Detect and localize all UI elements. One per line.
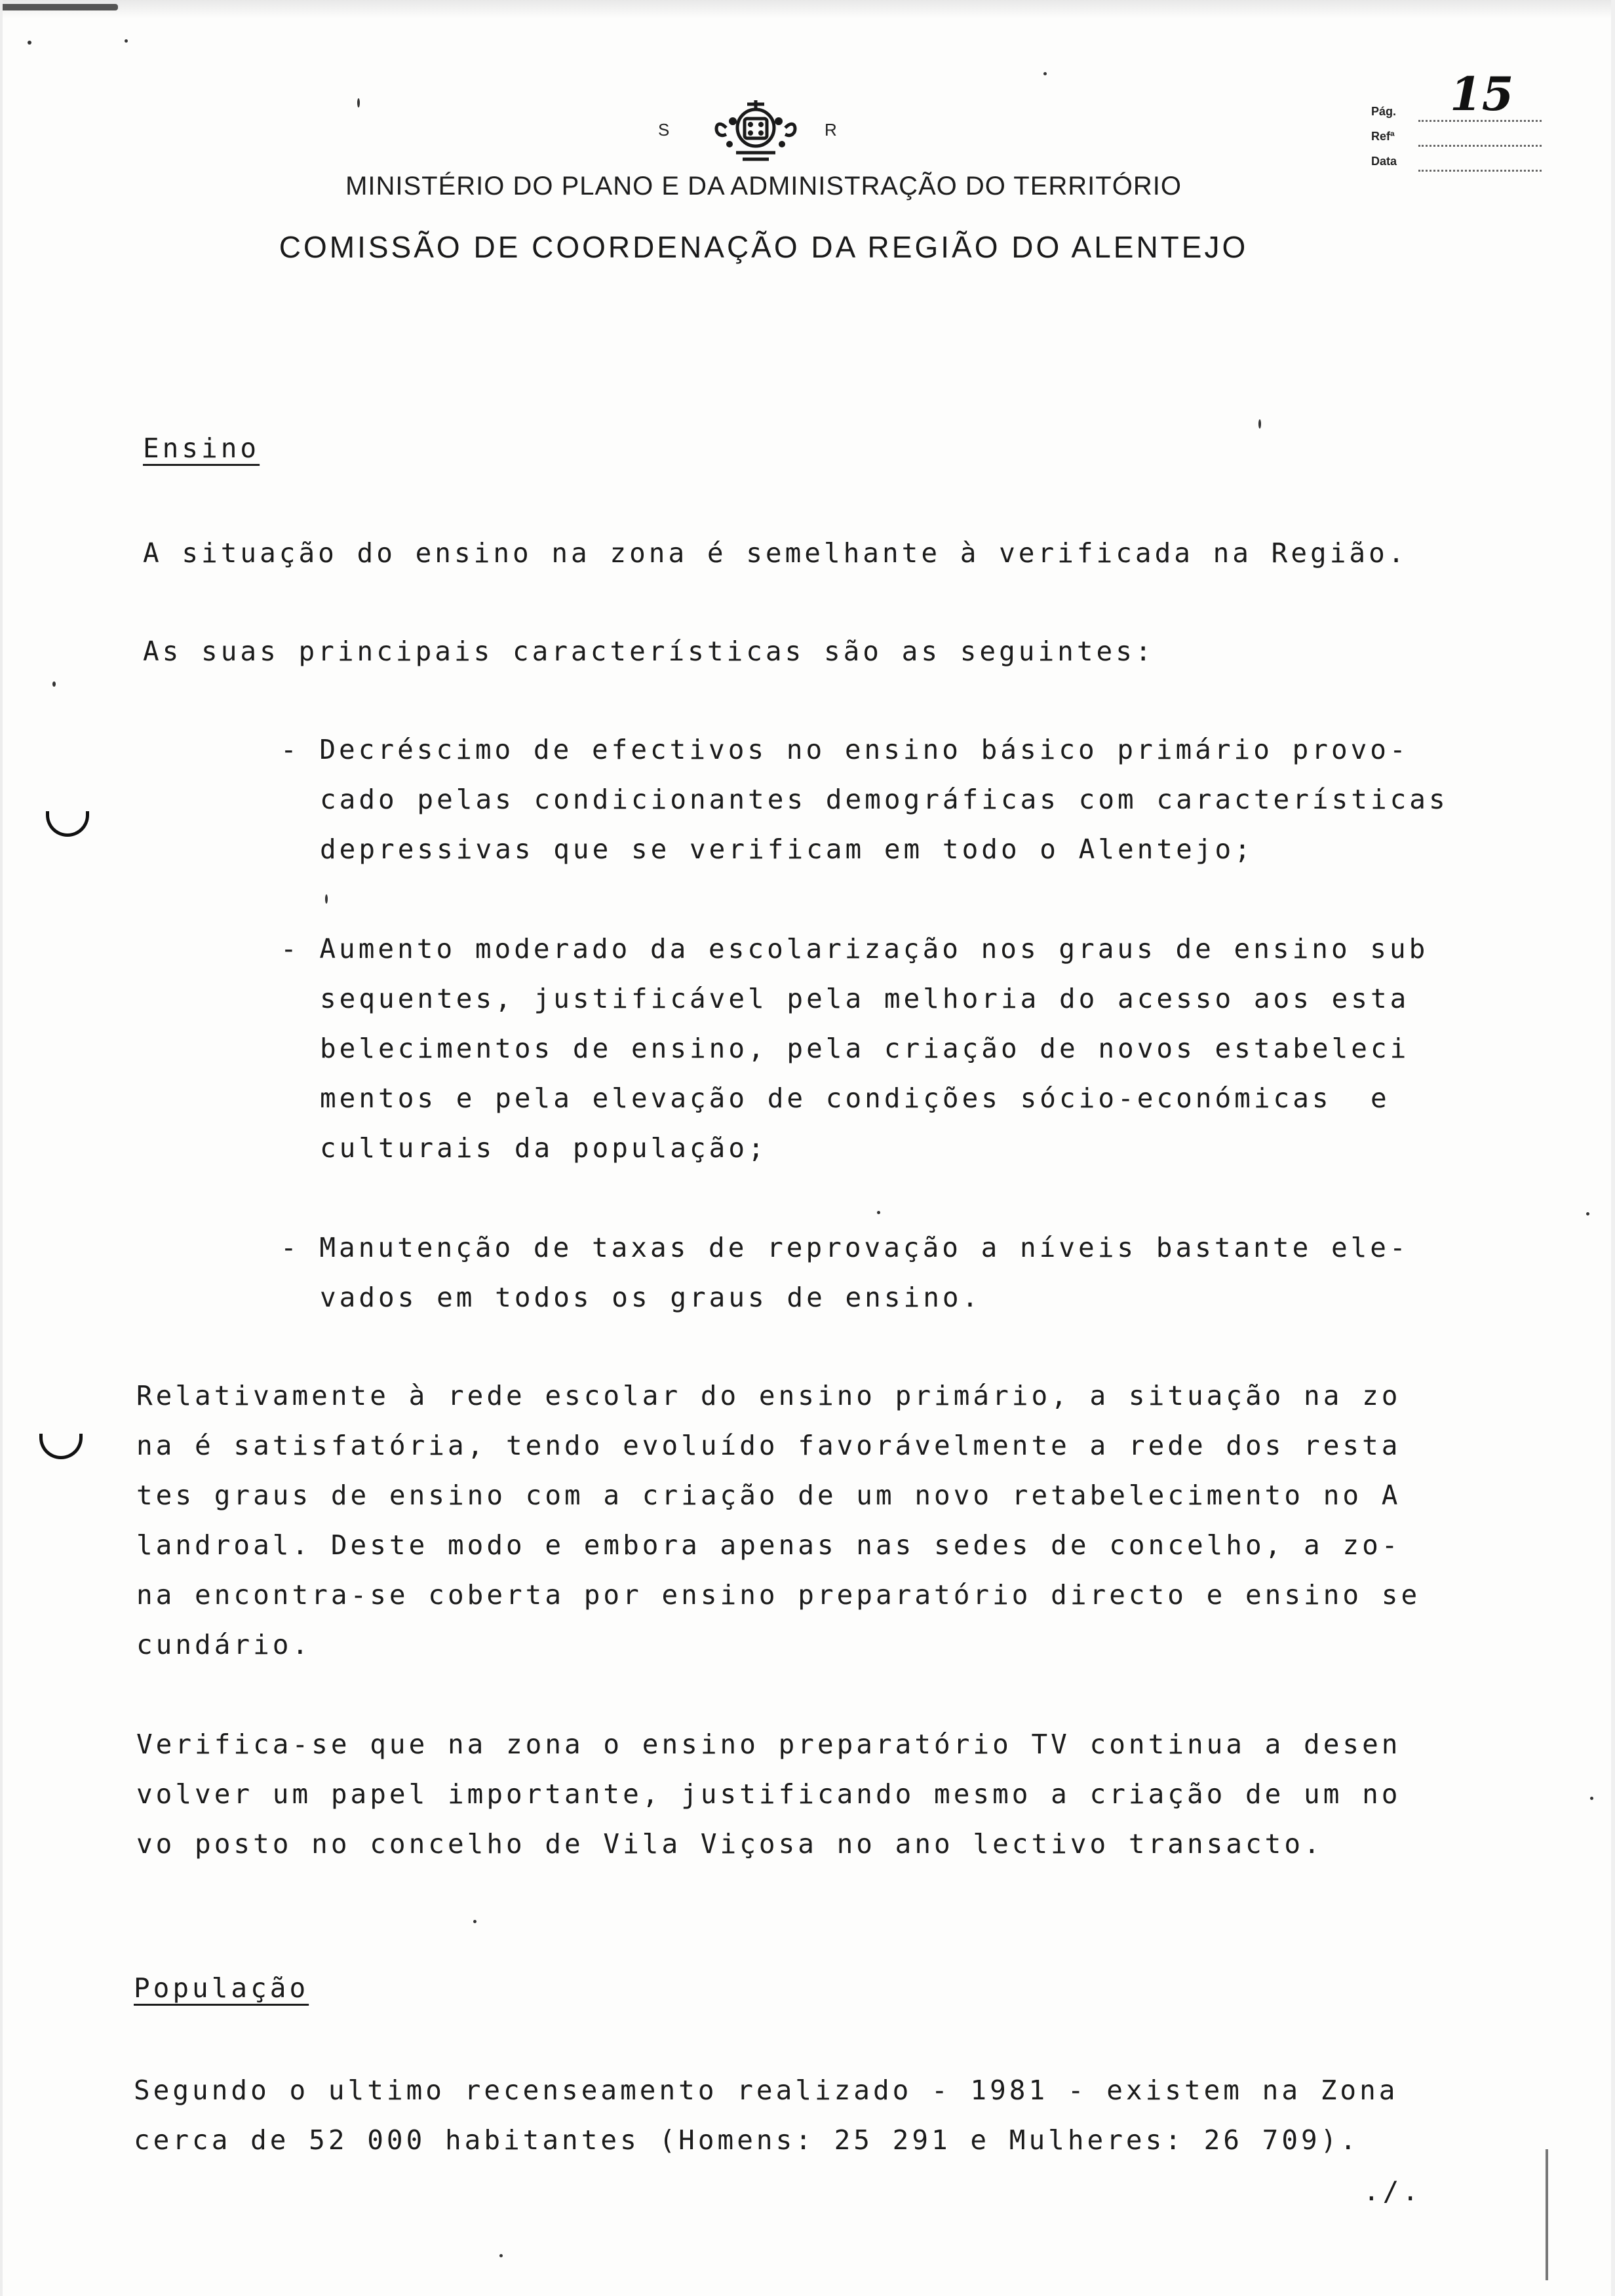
- section-heading-ensino: Ensino: [143, 432, 260, 464]
- bullet-line: - Decréscimo de efectivos no ensino básico primário provo-: [281, 734, 1409, 765]
- section-heading-populacao: População: [134, 1972, 309, 2004]
- paragraph-line: Segundo o ultimo recenseamento realizado - 1981 - existem na Zona: [134, 2075, 1399, 2106]
- speck: [1258, 419, 1261, 429]
- meta-date-row: [1371, 155, 1542, 180]
- speck: [1586, 1212, 1589, 1215]
- ministry-title: MINISTÉRIO DO PLANO E DA ADMINISTRAÇÃO DO TERRITÓRIO: [345, 172, 1182, 201]
- continuation-mark: ./.: [1363, 2175, 1422, 2207]
- meta-ref-row: [1371, 130, 1542, 155]
- bullet-line: culturais da população;: [320, 1132, 768, 1164]
- meta-date-label: Data: [1371, 155, 1397, 168]
- coat-of-arms: [649, 95, 859, 174]
- commission-title: COMISSÃO DE COORDENAÇÃO DA REGIÃO DO ALENTEJO: [279, 230, 1249, 264]
- meta-page-label: Pág.: [1371, 105, 1397, 118]
- paragraph-line: Verifica-se que na zona o ensino preparatório TV continua a desen: [136, 1729, 1401, 1760]
- coat-of-arms-icon: [707, 95, 805, 167]
- bullet-line: depressivas que se verificam em todo o Alentejo;: [320, 833, 1254, 865]
- paragraph-line: cundário.: [136, 1629, 312, 1660]
- emblem-letter-right: R: [825, 120, 837, 140]
- scan-left-edge: [0, 0, 3, 2296]
- scan-right-edge: [1611, 0, 1615, 2296]
- page-meta-box: [1371, 67, 1542, 180]
- margin-check-mark: [39, 1434, 83, 1459]
- speck: [125, 39, 128, 43]
- paragraph-line: vo posto no concelho de Vila Viçosa no ano lectivo transacto.: [136, 1828, 1323, 1860]
- scan-top-edge: [0, 0, 1615, 18]
- meta-date-dots: [1418, 170, 1542, 172]
- speck: [325, 894, 328, 904]
- emblem-letter-left: S: [658, 120, 670, 140]
- paragraph-line: volver um papel importante, justificando mesmo a criação de um no: [136, 1778, 1401, 1810]
- speck: [473, 1920, 477, 1923]
- paragraph-line: Relativamente à rede escolar do ensino primário, a situação na zo: [136, 1380, 1401, 1411]
- speck: [357, 98, 360, 107]
- speck: [52, 681, 56, 687]
- scan-artifact: [0, 4, 118, 10]
- meta-page-number: 15: [1450, 67, 1514, 121]
- speck: [877, 1211, 880, 1214]
- bullet-line: sequentes, justificável pela melhoria do acesso aos esta: [320, 983, 1410, 1014]
- meta-ref-label: Refª: [1371, 130, 1395, 143]
- paragraph-line: A situação do ensino na zona é semelhante à verificada na Região.: [143, 537, 1408, 569]
- speck: [1043, 72, 1047, 75]
- speck: [1590, 1797, 1593, 1800]
- bullet-line: belecimentos de ensino, pela criação de novos estabeleci: [320, 1033, 1410, 1064]
- paragraph-line: na é satisfatória, tendo evoluído favorávelmente a rede dos resta: [136, 1430, 1401, 1461]
- bullet-line: - Aumento moderado da escolarização nos graus de ensino sub: [281, 933, 1429, 965]
- scan-right-mark: [1546, 2149, 1548, 2280]
- margin-check-mark: [46, 811, 89, 837]
- bullet-line: - Manutenção de taxas de reprovação a níveis bastante ele-: [281, 1232, 1409, 1263]
- paragraph-line: cerca de 52 000 habitantes (Homens: 25 291 e Mulheres: 26 709).: [134, 2124, 1360, 2156]
- paragraph-line: landroal. Deste modo e embora apenas nas sedes de concelho, a zo-: [136, 1529, 1401, 1561]
- paragraph-line: na encontra-se coberta por ensino preparatório directo e ensino se: [136, 1579, 1421, 1611]
- speck: [28, 41, 31, 45]
- paragraph-line: As suas principais características são as seguintes:: [143, 636, 1155, 667]
- meta-page-row: [1371, 67, 1542, 130]
- bullet-line: cado pelas condicionantes demográficas com características: [320, 784, 1449, 815]
- bullet-line: vados em todos os graus de ensino.: [320, 1282, 982, 1313]
- speck: [499, 2254, 503, 2257]
- meta-ref-dots: [1418, 145, 1542, 147]
- paragraph-line: tes graus de ensino com a criação de um novo retabelecimento no A: [136, 1480, 1401, 1511]
- bullet-line: mentos e pela elevação de condições sócio-económicas e: [320, 1082, 1390, 1114]
